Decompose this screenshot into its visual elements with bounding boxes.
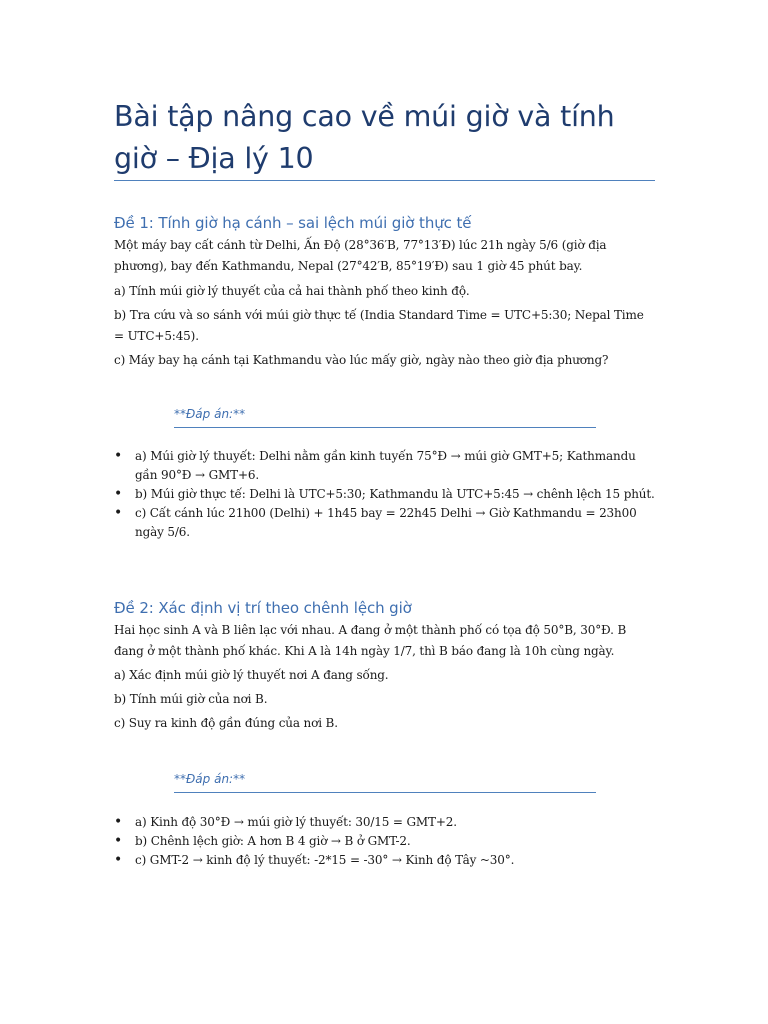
answer-text: a) Múi giờ lý thuyết: Delhi nằm gần kinh tuyến 75°Đ → múi giờ GMT+5; Kathmandu gần 90°Đ → GMT+6. [135, 449, 636, 482]
section-2-question-b: b) Tính múi giờ của nơi B. [114, 692, 268, 706]
answer-text: c) GMT-2 → kinh độ lý thuyết: -2*15 = -30° → Kinh độ Tây ~30°. [135, 853, 515, 867]
list-item [114, 447, 656, 485]
list-item [114, 504, 656, 542]
section-2 [114, 596, 656, 734]
section-1 [114, 211, 656, 371]
section-1-answer-divider [174, 427, 596, 428]
section-1-question-c: c) Máy bay hạ cánh tại Kathmandu vào lúc mấy giờ, ngày nào theo giờ địa phương? [114, 353, 609, 367]
answer-text: c) Cất cánh lúc 21h00 (Delhi) + 1h45 bay = 22h45 Delhi → Giờ Kathmandu = 23h00 ngày 5/6. [135, 506, 637, 539]
section-1-answers [114, 447, 656, 542]
answer-text: a) Kinh độ 30°Đ → múi giờ lý thuyết: 30/15 = GMT+2. [135, 815, 457, 829]
bullet-icon: • [114, 852, 123, 868]
section-1-intro: Một máy bay cất cánh từ Delhi, Ấn Độ (28°36′B, 77°13′Đ) lúc 21h ngày 5/6 (giờ địa phương), bay đến Kathmandu, Nepal (27°42′B, 85°19′Đ) sau 1 giờ 45 phút bay. [114, 238, 607, 273]
section-2-answer-divider [174, 792, 596, 793]
bullet-icon: • [114, 505, 123, 521]
section-1-heading: Đề 1: Tính giờ hạ cánh – sai lệch múi giờ thực tế [114, 214, 472, 232]
document-title: Bài tập nâng cao về múi giờ và tính giờ – Địa lý 10 [114, 100, 615, 175]
answer-text: b) Múi giờ thực tế: Delhi là UTC+5:30; Kathmandu là UTC+5:45 → chênh lệch 15 phút. [135, 487, 655, 501]
list-item [114, 851, 656, 870]
section-2-question-c: c) Suy ra kinh độ gần đúng của nơi B. [114, 716, 338, 730]
bullet-icon: • [114, 833, 123, 849]
title-divider [114, 180, 655, 181]
bullet-icon: • [114, 448, 123, 464]
answer-text: b) Chênh lệch giờ: A hơn B 4 giờ → B ở GMT-2. [135, 834, 411, 848]
bullet-icon: • [114, 486, 123, 502]
section-1-question-b: b) Tra cứu và so sánh với múi giờ thực tế (India Standard Time = UTC+5:30; Nepal Time = UTC+5:45). [114, 308, 644, 343]
section-2-intro: Hai học sinh A và B liên lạc với nhau. A đang ở một thành phố có tọa độ 50°B, 30°Đ. B đang ở một thành phố khác. Khi A là 14h ngày 1/7, thì B báo đang là 10h cùng ngày. [114, 623, 627, 658]
section-1-answer-label: **Đáp án:** [174, 407, 246, 421]
section-2-answer-label: **Đáp án:** [174, 772, 246, 786]
section-2-heading: Đề 2: Xác định vị trí theo chênh lệch giờ [114, 599, 412, 617]
bullet-icon: • [114, 814, 123, 830]
list-item [114, 485, 656, 504]
section-1-question-a: a) Tính múi giờ lý thuyết của cả hai thành phố theo kinh độ. [114, 284, 470, 298]
section-2-question-a: a) Xác định múi giờ lý thuyết nơi A đang sống. [114, 668, 389, 682]
section-2-answers [114, 813, 656, 870]
list-item [114, 832, 656, 851]
list-item [114, 813, 656, 832]
